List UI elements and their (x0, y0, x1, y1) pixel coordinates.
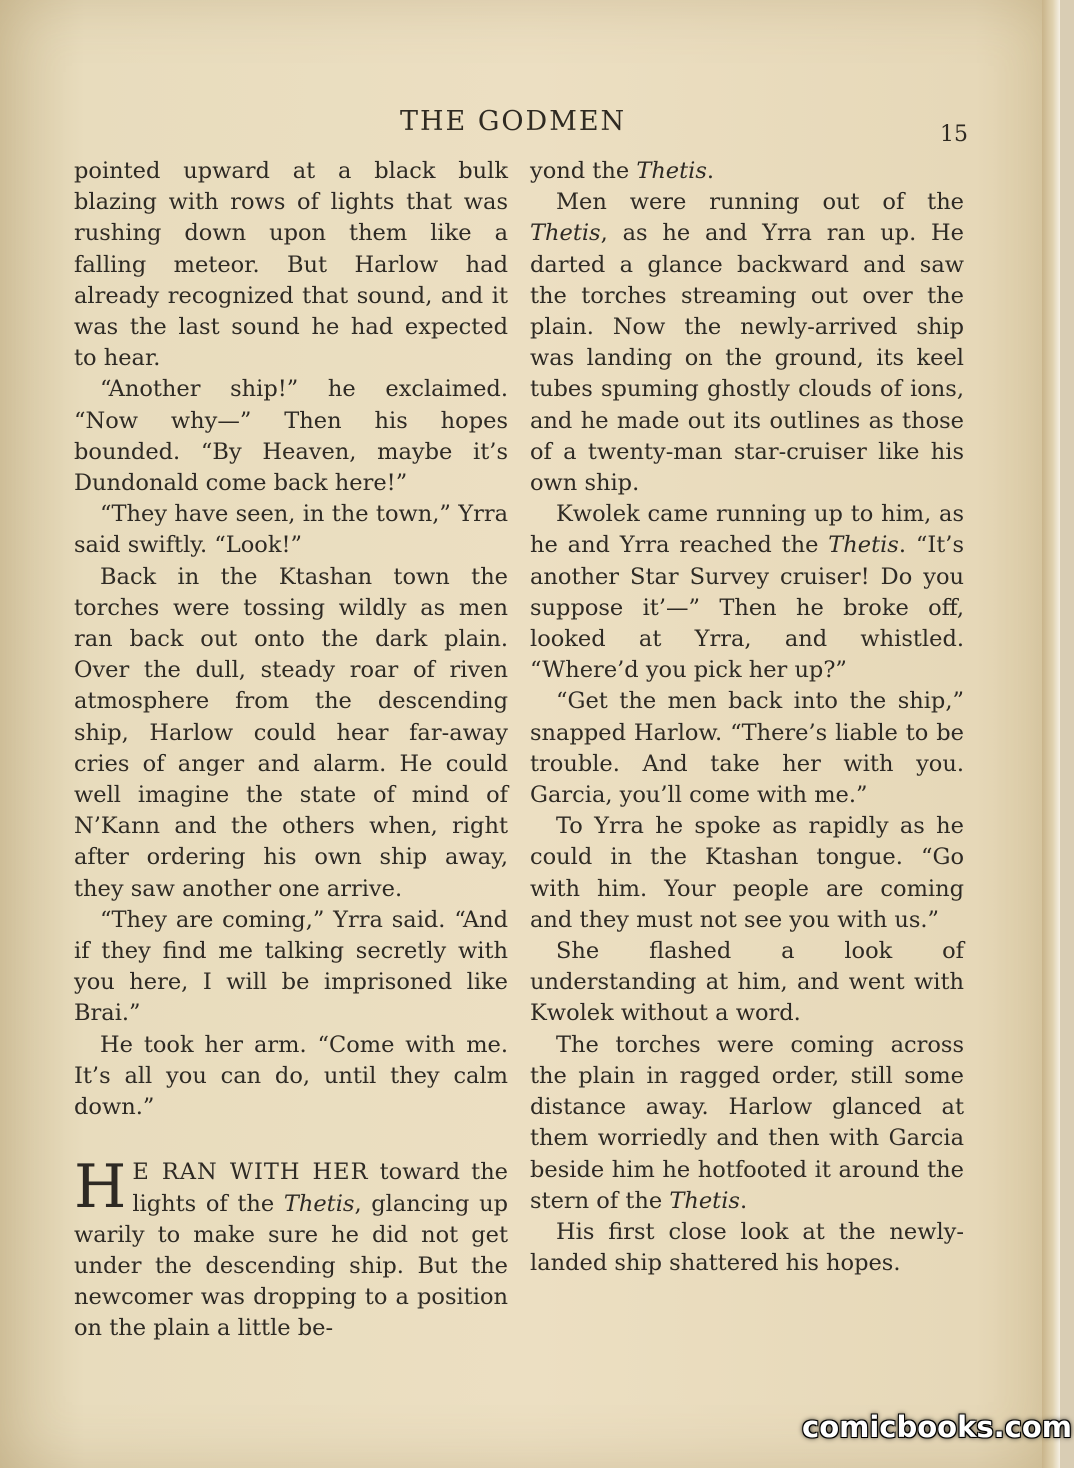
paragraph: yond the Thetis. (530, 158, 715, 184)
paragraph: He took her arm. “Come with me. It’s all you can do, until they calm down.” (74, 1031, 508, 1121)
paragraph: “Another ship!” he exclaimed. “Now why—” Then his hopes bounded. “By Heaven, maybe it’s Dundonald come back here!” (74, 376, 508, 497)
paragraph: To Yrra he spoke as rapidly as he could in the Ktashan tongue. “Go with him. Your people are coming and they must not see you with us.” (530, 813, 964, 933)
ship-name: Thetis (283, 1190, 355, 1217)
section-opening-paragraph: H E RAN WITH HER toward the lights of the Thetis, glancing up warily to make sure he did not get under the descending ship. But the newcomer was dropping to a position on the plain a little be- (74, 1152, 509, 1342)
ship-name: Thetis (669, 1187, 740, 1214)
paragraph: pointed upward at a black bulk blazing with rows of lights that was rushing down upon them like a falling meteor. But Harlow had already recognized that sound, and it was the last sound he had expected to hear. (74, 158, 508, 372)
paragraph: The torches were coming across the plain in ragged order, still some distance away. Harlow glanced at them worriedly and then with Garcia beside him he hotfooted it around the stern of the Thetis. (530, 1031, 964, 1214)
paragraph: Back in the Ktashan town the torches were tossing wildly as men ran back out onto the dark plain. Over the dull, steady roar of riven atmosphere from the descending ship, Harlow could hear far-away cries of anger and alarm. He could well imagine the state of mind of N’Kann and the others when, right after ordering his own ship away, they saw another one arrive. (74, 563, 508, 902)
paragraph: Kwolek came running up to him, as he and Yrra reached the Thetis. “It’s another Star Survey cruiser! Do you suppose it’—” Then he broke off, looked at Yrra, and whistled. “Where’d you pick her up?” (530, 501, 964, 684)
running-header: THE GODMEN (400, 106, 627, 137)
paragraph: Men were running out of the Thetis, as he and Yrra ran up. He darted a glance backward and saw the torches streaming out over the plain. Now the newly-arrived ship was landing on the ground, its keel tubes spuming ghostly clouds of ions, and he made out its outlines as those of a twenty-man star-cruiser like his own ship. (530, 189, 964, 497)
drop-cap: H (74, 1152, 127, 1223)
left-column (74, 156, 508, 1345)
ship-name: Thetis (530, 220, 601, 247)
lead-in: E RAN WITH HER (132, 1159, 369, 1186)
right-column (530, 156, 964, 1279)
paragraph: His first close look at the newly-landed ship shattered his hopes. (530, 1218, 964, 1277)
paragraph: “They have seen, in the town,” Yrra said swiftly. “Look!” (74, 501, 508, 559)
watermark-logo: comicbooks.com (802, 1410, 1072, 1444)
paragraph: She flashed a look of understanding at him, and went with Kwolek without a word. (530, 938, 964, 1027)
section-break (74, 1123, 508, 1157)
ship-name: Thetis (828, 532, 899, 559)
page-number: 15 (940, 122, 968, 147)
page-edge (1042, 0, 1060, 1468)
paragraph: “They are coming,” Yrra said. “And if they find me talking secretly with you here, I will be imprisoned like Brai.” (74, 906, 508, 1027)
paragraph: “Get the men back into the ship,” snapped Harlow. “There’s liable to be trouble. And take her with you. Garcia, you’ll come with me.” (530, 688, 964, 809)
ship-name: Thetis (636, 158, 707, 184)
